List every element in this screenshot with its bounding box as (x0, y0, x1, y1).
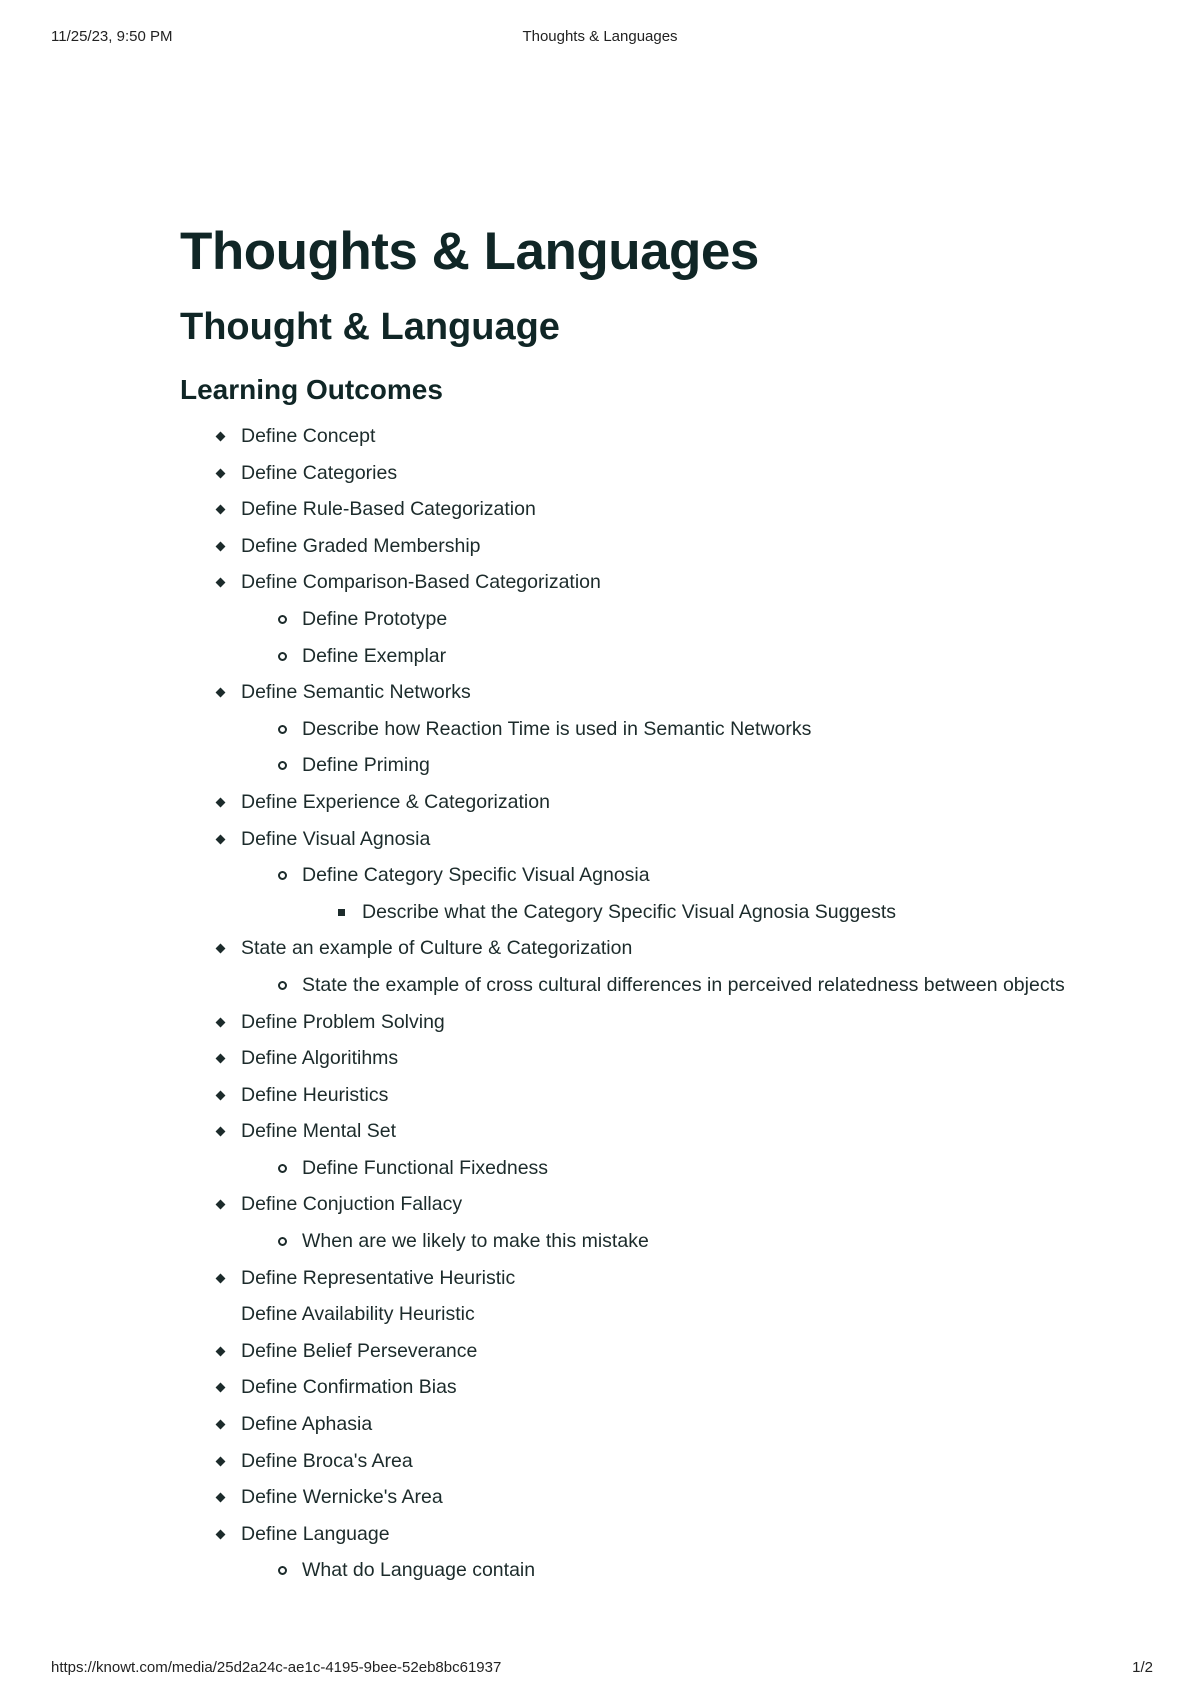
list-item (180, 1443, 1080, 1480)
list-item-text: When are we likely to make this mistake (302, 1230, 649, 1253)
circle-bullet-icon (278, 615, 287, 624)
list-item-text: Define Priming (302, 754, 430, 777)
list-item (180, 491, 1080, 528)
list-item-text: Define Prototype (302, 607, 448, 630)
section-title: Thought & Language (180, 306, 560, 348)
diamond-bullet-icon (216, 1200, 226, 1210)
diamond-bullet-icon (216, 944, 226, 954)
diamond-bullet-icon (216, 1456, 226, 1466)
list-item (180, 1113, 1080, 1150)
diamond-bullet-icon (216, 578, 226, 588)
list-item (180, 1004, 1080, 1041)
list-item-text: What do Language contain (302, 1559, 536, 1582)
list-item (180, 601, 1080, 638)
circle-bullet-icon (278, 761, 287, 770)
list-item-text: Define Visual Agnosia (241, 827, 431, 850)
list-item (180, 528, 1080, 565)
list-item-text: Define Graded Membership (241, 534, 481, 557)
list-item (180, 1040, 1080, 1077)
list-item (180, 1516, 1080, 1553)
list-item (180, 455, 1080, 492)
list-item-text: State the example of cross cultural differences in perceived relatedness between objects (302, 973, 1065, 996)
diamond-bullet-icon (216, 505, 226, 515)
list-item-text: Define Heuristics (241, 1083, 389, 1106)
list-item-text: Define Confirmation Bias (241, 1376, 457, 1399)
list-item (180, 1333, 1080, 1370)
diamond-bullet-icon (216, 688, 226, 698)
circle-bullet-icon (278, 981, 287, 990)
list-item (180, 967, 1102, 1004)
print-datetime: 11/25/23, 9:50 PM (51, 28, 173, 45)
list-item-text: Define Categories (241, 461, 398, 484)
list-item (180, 1479, 1080, 1516)
list-item (180, 1369, 1080, 1406)
list-item (180, 1150, 1080, 1187)
circle-bullet-icon (278, 1566, 287, 1575)
diamond-bullet-icon (216, 1017, 226, 1027)
list-item (180, 1077, 1080, 1114)
list-item (180, 857, 1080, 894)
list-item-text: State an example of Culture & Categorization (241, 937, 633, 960)
diamond-bullet-icon (216, 1420, 226, 1430)
list-item-text: Define Language (241, 1522, 390, 1545)
list-item (180, 930, 1080, 967)
list-item-text: Define Representative Heuristic (241, 1266, 516, 1289)
list-item (180, 1296, 1080, 1333)
list-item-text: Define Conjuction Fallacy (241, 1193, 463, 1216)
list-item-text: Define Category Specific Visual Agnosia (302, 864, 650, 887)
print-title: Thoughts & Languages (522, 28, 678, 45)
diamond-bullet-icon (216, 834, 226, 844)
list-item (180, 564, 1080, 601)
list-item (180, 1260, 1080, 1297)
circle-bullet-icon (278, 725, 287, 734)
list-item-text: Define Exemplar (302, 644, 447, 667)
list-item-text: Define Availability Heuristic (241, 1303, 475, 1326)
diamond-bullet-icon (216, 1054, 226, 1064)
print-header (0, 28, 1200, 52)
square-bullet-icon (338, 909, 345, 916)
list-item-text: Define Belief Perseverance (241, 1339, 478, 1362)
diamond-bullet-icon (216, 1127, 226, 1137)
list-item (180, 1223, 1080, 1260)
list-item-text: Describe what the Category Specific Visual Agnosia Suggests (362, 900, 897, 923)
list-item-text: Define Wernicke's Area (241, 1486, 443, 1509)
diamond-bullet-icon (216, 1493, 226, 1503)
list-item-text: Define Broca's Area (241, 1449, 413, 1472)
list-item (180, 1186, 1080, 1223)
list-item (180, 784, 1080, 821)
list-item-text: Define Semantic Networks (241, 681, 471, 704)
list-item-text: Define Rule-Based Categorization (241, 498, 536, 521)
list-item (180, 821, 1080, 858)
list-item-text: Define Comparison-Based Categorization (241, 571, 601, 594)
list-item-text: Describe how Reaction Time is used in Semantic Networks (302, 717, 812, 740)
circle-bullet-icon (278, 1164, 287, 1173)
page-number: 1/2 (1132, 1659, 1153, 1676)
list-item-text: Define Problem Solving (241, 1010, 445, 1033)
list-item-text: Define Experience & Categorization (241, 790, 550, 813)
list-item (180, 711, 1080, 748)
list-item (180, 1406, 1080, 1443)
list-item-text: Define Functional Fixedness (302, 1156, 549, 1179)
list-item (180, 638, 1080, 675)
learning-outcomes-list (180, 418, 1080, 1589)
diamond-bullet-icon (216, 1273, 226, 1283)
diamond-bullet-icon (216, 541, 226, 551)
list-item-text: Define Algoritihms (241, 1047, 399, 1070)
diamond-bullet-icon (216, 1383, 226, 1393)
list-item (180, 418, 1080, 455)
diamond-bullet-icon (216, 797, 226, 807)
circle-bullet-icon (278, 1237, 287, 1246)
document-body (180, 222, 1080, 1589)
diamond-bullet-icon (216, 468, 226, 478)
diamond-bullet-icon (216, 432, 226, 442)
diamond-bullet-icon (216, 1090, 226, 1100)
circle-bullet-icon (278, 652, 287, 661)
list-item (180, 1552, 1080, 1589)
diamond-bullet-icon (216, 1346, 226, 1356)
list-item-text: Define Mental Set (241, 1120, 397, 1143)
list-item-text: Define Concept (241, 425, 376, 447)
print-footer (0, 1659, 1200, 1683)
list-item (180, 674, 1080, 711)
list-item-text: Define Aphasia (241, 1413, 373, 1436)
diamond-bullet-icon (216, 1529, 226, 1539)
circle-bullet-icon (278, 871, 287, 880)
document-title: Thoughts & Languages (180, 222, 759, 281)
page-url: https://knowt.com/media/25d2a24c-ae1c-4195-9bee-52eb8bc61937 (51, 1659, 502, 1676)
list-item (180, 894, 1080, 931)
list-item (180, 747, 1080, 784)
subsection-title: Learning Outcomes (180, 374, 443, 405)
